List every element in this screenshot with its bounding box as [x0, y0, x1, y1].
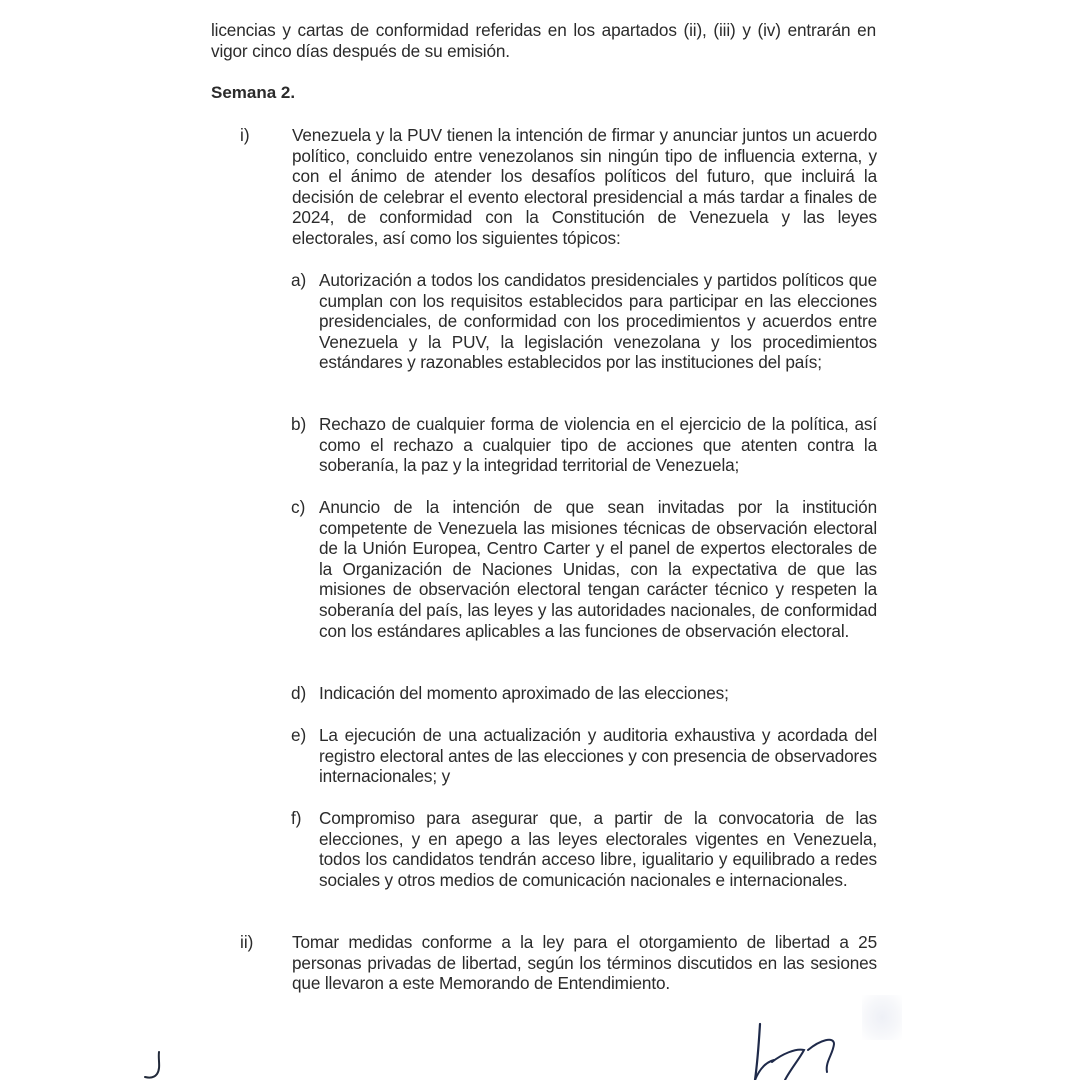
signature-right	[730, 1018, 860, 1080]
scan-smudge	[862, 995, 902, 1040]
item-label: ii)	[240, 932, 254, 952]
signature-left	[135, 1048, 175, 1080]
intro-paragraph: licencias y cartas de conformidad referidas en los apartados (ii), (iii) y (iv) entrarán en vigor cinco días después de su emisión.	[211, 20, 876, 61]
subitem-text: Autorización a todos los candidatos presidenciales y partidos políticos que cumplan con los requisitos establecidos para participar en las elecciones presidenciales, de conformidad con los procedimientos y acuerdos entre Venezuela y la PUV, la legislación venezolana y los procedimientos estándares y razonables establecidos por las instituciones del país;	[319, 270, 877, 373]
subitem-label: b)	[291, 414, 307, 434]
subitem-label: a)	[291, 270, 307, 290]
subitem-text: Rechazo de cualquier forma de violencia en el ejercicio de la política, así como el rechazo a cualquier tipo de acciones que atenten contra la soberanía, la paz y la integridad territorial de Venezuela;	[319, 414, 877, 476]
subitem-label: e)	[291, 725, 307, 745]
subitem-text: La ejecución de una actualización y auditoria exhaustiva y acordada del registro electoral antes de las elecciones y con presencia de observadores internacionales; y	[319, 725, 877, 787]
item-label: i)	[240, 125, 250, 145]
subitem-text: Anuncio de la intención de que sean invitadas por la institución competente de Venezuela las misiones técnicas de observación electoral de la Unión Europea, Centro Carter y el panel de expertos electorales de la Organización de Naciones Unidas, con la expectativa de que las misiones de observación electoral tengan carácter técnico y respeten la soberanía del país, las leyes y las autoridades nacionales, de conformidad con los estándares aplicables a las funciones de observación electoral.	[319, 497, 877, 641]
section-heading: Semana 2.	[211, 83, 296, 102]
subitem-text: Compromiso para asegurar que, a partir de la convocatoria de las elecciones, y en apego a las leyes electorales vigentes en Venezuela, todos los candidatos tendrán acceso libre, igualitario y equilibrado a redes sociales y otros medios de comunicación nacionales e internacionales.	[319, 808, 877, 890]
item-text: Tomar medidas conforme a la ley para el otorgamiento de libertad a 25 personas privadas de libertad, según los términos discutidos en las sesiones que llevaron a este Memorando de Entendimiento.	[292, 932, 877, 994]
subitem-label: d)	[291, 683, 307, 703]
item-text: Venezuela y la PUV tienen la intención de firmar y anunciar juntos un acuerdo político, concluido entre venezolanos sin ningún tipo de influencia externa, y con el ánimo de atender los desafíos políticos del futuro, que incluirá la decisión de celebrar el evento electoral presidencial a más tardar a finales de 2024, de conformidad con la Constitución de Venezuela y las leyes electorales, así como los siguientes tópicos:	[292, 125, 877, 248]
subitem-label: c)	[291, 497, 306, 517]
subitem-label: f)	[291, 808, 302, 828]
subitem-text: Indicación del momento aproximado de las elecciones;	[319, 683, 729, 703]
